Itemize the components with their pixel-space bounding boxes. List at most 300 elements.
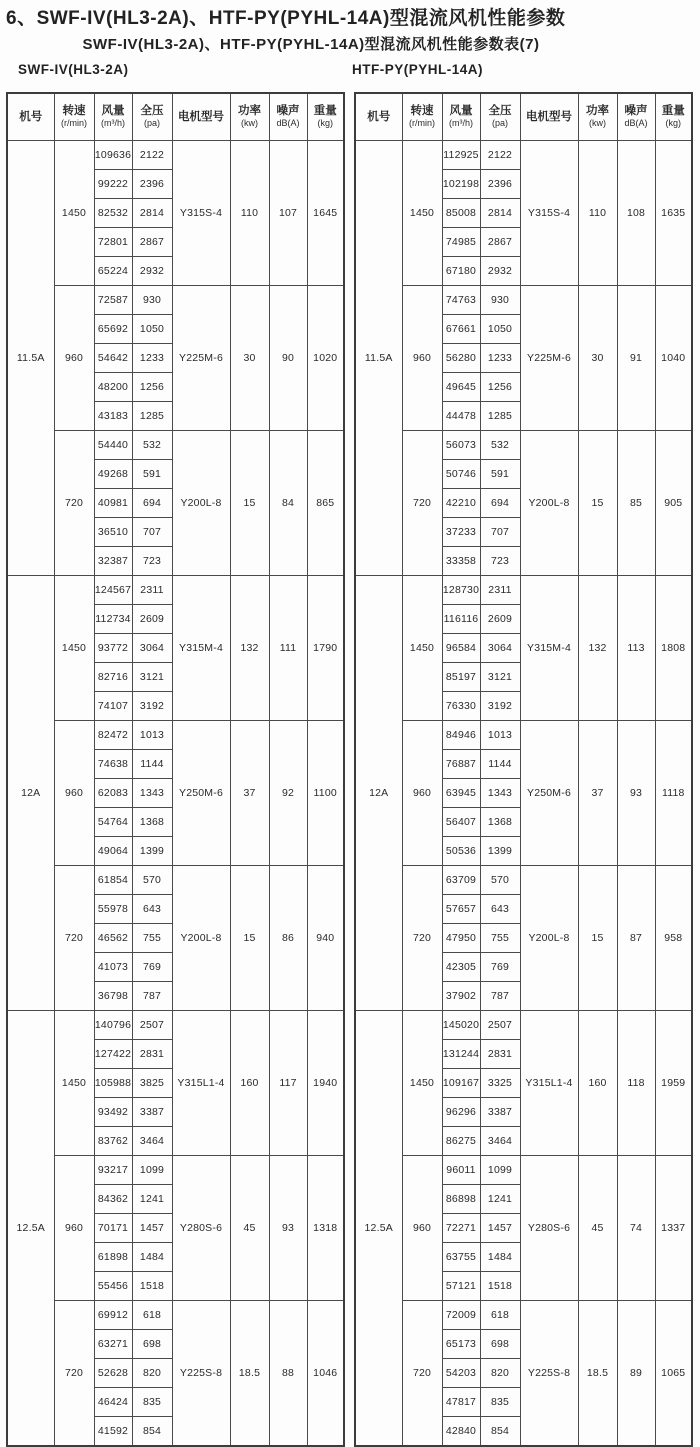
pressure-cell: 2122 [480, 141, 520, 170]
airflow-cell: 85197 [442, 663, 480, 692]
pressure-cell: 2831 [480, 1040, 520, 1069]
airflow-cell: 116116 [442, 605, 480, 634]
airflow-cell: 37902 [442, 982, 480, 1011]
power-cell: 15 [578, 866, 617, 1011]
pressure-cell: 2609 [132, 605, 172, 634]
pressure-cell: 1099 [480, 1156, 520, 1185]
pressure-cell: 3121 [132, 663, 172, 692]
pressure-cell: 930 [480, 286, 520, 315]
airflow-cell: 49645 [442, 373, 480, 402]
column-header-unit: (kw) [241, 118, 258, 128]
column-header-model [355, 93, 402, 141]
weight-cell: 1040 [655, 286, 692, 431]
swf-performance-table [6, 92, 345, 1447]
pressure-cell: 769 [480, 953, 520, 982]
airflow-cell: 131244 [442, 1040, 480, 1069]
airflow-cell: 48200 [94, 373, 132, 402]
weight-cell: 1959 [655, 1011, 692, 1156]
weight-cell: 1118 [655, 721, 692, 866]
column-header-label: 功率 [238, 105, 261, 117]
airflow-cell: 84362 [94, 1185, 132, 1214]
table-row [7, 431, 344, 460]
airflow-cell: 50536 [442, 837, 480, 866]
power-cell: 160 [578, 1011, 617, 1156]
pressure-cell: 2814 [480, 199, 520, 228]
column-header-label: 风量 [449, 105, 473, 117]
airflow-cell: 32387 [94, 547, 132, 576]
pressure-cell: 2122 [132, 141, 172, 170]
pressure-cell: 694 [480, 489, 520, 518]
weight-cell: 940 [307, 866, 344, 1011]
pressure-cell: 1241 [132, 1185, 172, 1214]
power-cell: 110 [230, 141, 269, 286]
motor-model-cell: Y225M-6 [172, 286, 230, 431]
table-row [355, 1301, 692, 1330]
airflow-cell: 65173 [442, 1330, 480, 1359]
speed-cell: 1450 [54, 576, 94, 721]
airflow-cell: 54440 [94, 431, 132, 460]
pressure-cell: 2311 [480, 576, 520, 605]
pressure-cell: 3192 [132, 692, 172, 721]
weight-cell: 905 [655, 431, 692, 576]
speed-cell: 960 [402, 286, 442, 431]
pressure-cell: 1233 [480, 344, 520, 373]
pressure-cell: 820 [132, 1359, 172, 1388]
table-row [355, 1156, 692, 1185]
column-header-unit: (pa) [143, 118, 160, 128]
pressure-cell: 698 [480, 1330, 520, 1359]
pressure-cell: 1457 [132, 1214, 172, 1243]
pressure-cell: 1518 [480, 1272, 520, 1301]
airflow-cell: 67661 [442, 315, 480, 344]
pressure-cell: 2932 [132, 257, 172, 286]
airflow-cell: 54764 [94, 808, 132, 837]
airflow-cell: 63271 [94, 1330, 132, 1359]
column-header-label: 重量 [661, 105, 685, 117]
power-cell: 30 [230, 286, 269, 431]
column-header-label: 电机型号 [178, 110, 224, 123]
airflow-cell: 86275 [442, 1127, 480, 1156]
speed-cell: 1450 [402, 1011, 442, 1156]
airflow-cell: 76330 [442, 692, 480, 721]
pressure-cell: 1484 [132, 1243, 172, 1272]
column-header-noise [617, 93, 655, 141]
column-header-label: 重量 [313, 105, 337, 117]
pressure-cell: 2814 [132, 199, 172, 228]
airflow-cell: 36798 [94, 982, 132, 1011]
airflow-cell: 72587 [94, 286, 132, 315]
table-row [7, 576, 344, 605]
pressure-cell: 1484 [480, 1243, 520, 1272]
pressure-cell: 1285 [132, 402, 172, 431]
column-header-label: 噪声 [276, 105, 300, 117]
airflow-cell: 82472 [94, 721, 132, 750]
noise-cell: 84 [269, 431, 307, 576]
airflow-cell: 83762 [94, 1127, 132, 1156]
airflow-cell: 62083 [94, 779, 132, 808]
pressure-cell: 591 [132, 460, 172, 489]
airflow-cell: 74638 [94, 750, 132, 779]
table-row [355, 286, 692, 315]
column-header-rpm [54, 93, 94, 141]
speed-cell: 960 [402, 721, 442, 866]
pressure-cell: 570 [132, 866, 172, 895]
noise-cell: 85 [617, 431, 655, 576]
column-header-unit: (kg) [665, 118, 681, 128]
airflow-cell: 102198 [442, 170, 480, 199]
weight-cell: 1020 [307, 286, 344, 431]
airflow-cell: 82532 [94, 199, 132, 228]
speed-cell: 720 [54, 1301, 94, 1447]
pressure-cell: 930 [132, 286, 172, 315]
airflow-cell: 99222 [94, 170, 132, 199]
motor-model-cell: Y200L-8 [172, 866, 230, 1011]
speed-cell: 720 [402, 866, 442, 1011]
noise-cell: 113 [617, 576, 655, 721]
column-header-unit: (r/min) [409, 118, 435, 128]
airflow-cell: 93772 [94, 634, 132, 663]
speed-cell: 960 [54, 286, 94, 431]
column-header-unit: dB(A) [276, 118, 300, 128]
noise-cell: 87 [617, 866, 655, 1011]
speed-cell: 1450 [402, 576, 442, 721]
pressure-cell: 1050 [480, 315, 520, 344]
page-subtitle: SWF-IV(HL3-2A)、HTF-PY(PYHL-14A)型混流风机性能参数表(7) [82, 36, 540, 53]
column-header-motor [172, 93, 230, 141]
fan-model-cell: 12A [7, 576, 54, 1011]
column-header-flow [442, 93, 480, 141]
pressure-cell: 1013 [480, 721, 520, 750]
pressure-cell: 835 [132, 1388, 172, 1417]
motor-model-cell: Y280S-6 [172, 1156, 230, 1301]
column-header-rpm [402, 93, 442, 141]
weight-cell: 1046 [307, 1301, 344, 1447]
airflow-cell: 46424 [94, 1388, 132, 1417]
pressure-cell: 1256 [480, 373, 520, 402]
airflow-cell: 65692 [94, 315, 132, 344]
airflow-cell: 37233 [442, 518, 480, 547]
column-header-unit: (r/min) [61, 118, 87, 128]
table-row [7, 286, 344, 315]
airflow-cell: 49268 [94, 460, 132, 489]
pressure-cell: 1368 [132, 808, 172, 837]
weight-cell: 865 [307, 431, 344, 576]
power-cell: 45 [230, 1156, 269, 1301]
power-cell: 37 [230, 721, 269, 866]
speed-cell: 960 [54, 1156, 94, 1301]
pressure-cell: 1343 [132, 779, 172, 808]
pressure-cell: 1518 [132, 1272, 172, 1301]
noise-cell: 111 [269, 576, 307, 721]
weight-cell: 958 [655, 866, 692, 1011]
column-header-weight [307, 93, 344, 141]
column-header-weight [655, 93, 692, 141]
fan-model-cell: 12.5A [355, 1011, 402, 1447]
pressure-cell: 1457 [480, 1214, 520, 1243]
airflow-cell: 82716 [94, 663, 132, 692]
pressure-cell: 2831 [132, 1040, 172, 1069]
weight-cell: 1790 [307, 576, 344, 721]
airflow-cell: 93492 [94, 1098, 132, 1127]
pressure-cell: 835 [480, 1388, 520, 1417]
speed-cell: 720 [54, 866, 94, 1011]
column-header-unit: (m³/h) [449, 118, 473, 128]
power-cell: 37 [578, 721, 617, 866]
noise-cell: 92 [269, 721, 307, 866]
noise-cell: 74 [617, 1156, 655, 1301]
weight-cell: 1635 [655, 141, 692, 286]
airflow-cell: 41592 [94, 1417, 132, 1447]
noise-cell: 86 [269, 866, 307, 1011]
speed-cell: 960 [402, 1156, 442, 1301]
weight-cell: 1645 [307, 141, 344, 286]
pressure-cell: 1241 [480, 1185, 520, 1214]
airflow-cell: 105988 [94, 1069, 132, 1098]
airflow-cell: 69912 [94, 1301, 132, 1330]
pressure-cell: 643 [132, 895, 172, 924]
table-row [355, 576, 692, 605]
power-cell: 132 [578, 576, 617, 721]
motor-model-cell: Y315M-4 [520, 576, 578, 721]
pressure-cell: 1144 [132, 750, 172, 779]
airflow-cell: 74107 [94, 692, 132, 721]
table-row [355, 431, 692, 460]
motor-model-cell: Y315M-4 [172, 576, 230, 721]
airflow-cell: 56280 [442, 344, 480, 373]
pressure-cell: 787 [480, 982, 520, 1011]
pressure-cell: 854 [132, 1417, 172, 1447]
pressure-cell: 2396 [480, 170, 520, 199]
table-row [355, 721, 692, 750]
column-header-unit: dB(A) [624, 118, 648, 128]
htf-performance-table [354, 92, 693, 1447]
pressure-cell: 3064 [480, 634, 520, 663]
pressure-cell: 618 [132, 1301, 172, 1330]
column-header-noise [269, 93, 307, 141]
column-header-label: 机号 [367, 110, 391, 123]
column-header-label: 噪声 [624, 105, 648, 117]
pressure-cell: 1399 [480, 837, 520, 866]
airflow-cell: 63709 [442, 866, 480, 895]
airflow-cell: 76887 [442, 750, 480, 779]
pressure-cell: 3121 [480, 663, 520, 692]
noise-cell: 118 [617, 1011, 655, 1156]
column-header-pressure [132, 93, 172, 141]
noise-cell: 91 [617, 286, 655, 431]
pressure-cell: 1050 [132, 315, 172, 344]
airflow-cell: 74763 [442, 286, 480, 315]
airflow-cell: 72801 [94, 228, 132, 257]
column-header-model [7, 93, 54, 141]
pressure-cell: 1099 [132, 1156, 172, 1185]
airflow-cell: 56407 [442, 808, 480, 837]
airflow-cell: 49064 [94, 837, 132, 866]
pressure-cell: 2311 [132, 576, 172, 605]
tables-row [6, 92, 693, 1447]
noise-cell: 88 [269, 1301, 307, 1447]
table-row [7, 721, 344, 750]
airflow-cell: 85008 [442, 199, 480, 228]
airflow-cell: 63945 [442, 779, 480, 808]
table-row [355, 1011, 692, 1040]
airflow-cell: 36510 [94, 518, 132, 547]
column-header-label: 风量 [101, 105, 125, 117]
pressure-cell: 2507 [132, 1011, 172, 1040]
column-header-power [578, 93, 617, 141]
column-header-label: 功率 [586, 105, 609, 117]
table-row [7, 1156, 344, 1185]
column-header-label: 转速 [62, 105, 86, 117]
motor-model-cell: Y315L1-4 [172, 1011, 230, 1156]
airflow-cell: 96584 [442, 634, 480, 663]
column-header-flow [94, 93, 132, 141]
motor-model-cell: Y200L-8 [172, 431, 230, 576]
pressure-cell: 3464 [132, 1127, 172, 1156]
airflow-cell: 55978 [94, 895, 132, 924]
fan-model-cell: 11.5A [7, 141, 54, 576]
column-header-pressure [480, 93, 520, 141]
airflow-cell: 61898 [94, 1243, 132, 1272]
pressure-cell: 3325 [480, 1069, 520, 1098]
noise-cell: 117 [269, 1011, 307, 1156]
airflow-cell: 47950 [442, 924, 480, 953]
pressure-cell: 2609 [480, 605, 520, 634]
pressure-cell: 723 [132, 547, 172, 576]
motor-model-cell: Y200L-8 [520, 431, 578, 576]
motor-model-cell: Y315L1-4 [520, 1011, 578, 1156]
motor-model-cell: Y250M-6 [520, 721, 578, 866]
column-header-power [230, 93, 269, 141]
pressure-cell: 694 [132, 489, 172, 518]
pressure-cell: 1343 [480, 779, 520, 808]
table-row [7, 866, 344, 895]
pressure-cell: 1233 [132, 344, 172, 373]
column-header-motor [520, 93, 578, 141]
noise-cell: 89 [617, 1301, 655, 1447]
weight-cell: 1318 [307, 1156, 344, 1301]
table-row [355, 866, 692, 895]
pressure-cell: 755 [480, 924, 520, 953]
pressure-cell: 723 [480, 547, 520, 576]
airflow-cell: 70171 [94, 1214, 132, 1243]
pressure-cell: 3064 [132, 634, 172, 663]
airflow-cell: 42210 [442, 489, 480, 518]
power-cell: 110 [578, 141, 617, 286]
speed-cell: 1450 [54, 141, 94, 286]
airflow-cell: 57657 [442, 895, 480, 924]
htf-table-body [355, 141, 692, 1447]
pressure-cell: 643 [480, 895, 520, 924]
swf-header-row [7, 93, 344, 141]
noise-cell: 93 [617, 721, 655, 866]
airflow-cell: 40981 [94, 489, 132, 518]
airflow-cell: 145020 [442, 1011, 480, 1040]
motor-model-cell: Y225S-8 [172, 1301, 230, 1447]
airflow-cell: 127422 [94, 1040, 132, 1069]
airflow-cell: 44478 [442, 402, 480, 431]
column-header-unit: (kw) [589, 118, 606, 128]
speed-cell: 720 [402, 1301, 442, 1447]
airflow-cell: 65224 [94, 257, 132, 286]
power-cell: 15 [230, 866, 269, 1011]
airflow-cell: 43183 [94, 402, 132, 431]
column-header-unit: (pa) [491, 118, 508, 128]
column-header-label: 转速 [410, 105, 434, 117]
power-cell: 18.5 [578, 1301, 617, 1447]
pressure-cell: 591 [480, 460, 520, 489]
motor-model-cell: Y250M-6 [172, 721, 230, 866]
airflow-cell: 72009 [442, 1301, 480, 1330]
pressure-cell: 3387 [480, 1098, 520, 1127]
airflow-cell: 42840 [442, 1417, 480, 1447]
pressure-cell: 769 [132, 953, 172, 982]
pressure-cell: 1144 [480, 750, 520, 779]
htf-table-label: HTF-PY(PYHL-14A) [352, 62, 484, 77]
noise-cell: 108 [617, 141, 655, 286]
airflow-cell: 93217 [94, 1156, 132, 1185]
power-cell: 18.5 [230, 1301, 269, 1447]
airflow-cell: 61854 [94, 866, 132, 895]
airflow-cell: 86898 [442, 1185, 480, 1214]
power-cell: 160 [230, 1011, 269, 1156]
pressure-cell: 532 [480, 431, 520, 460]
airflow-cell: 109636 [94, 141, 132, 170]
pressure-cell: 2867 [132, 228, 172, 257]
airflow-cell: 67180 [442, 257, 480, 286]
column-header-label: 全压 [140, 105, 164, 117]
pressure-cell: 1013 [132, 721, 172, 750]
pressure-cell: 3464 [480, 1127, 520, 1156]
speed-cell: 720 [402, 431, 442, 576]
table-row [355, 141, 692, 170]
power-cell: 45 [578, 1156, 617, 1301]
airflow-cell: 47817 [442, 1388, 480, 1417]
pressure-cell: 755 [132, 924, 172, 953]
pressure-cell: 3387 [132, 1098, 172, 1127]
pressure-cell: 1285 [480, 402, 520, 431]
airflow-cell: 72271 [442, 1214, 480, 1243]
airflow-cell: 56073 [442, 431, 480, 460]
pressure-cell: 1399 [132, 837, 172, 866]
motor-model-cell: Y200L-8 [520, 866, 578, 1011]
swf-table-body [7, 141, 344, 1447]
fan-model-cell: 11.5A [355, 141, 402, 576]
motor-model-cell: Y225S-8 [520, 1301, 578, 1447]
pressure-cell: 2507 [480, 1011, 520, 1040]
weight-cell: 1808 [655, 576, 692, 721]
htf-header-row [355, 93, 692, 141]
speed-cell: 1450 [54, 1011, 94, 1156]
fan-model-cell: 12A [355, 576, 402, 1011]
pressure-cell: 787 [132, 982, 172, 1011]
noise-cell: 90 [269, 286, 307, 431]
airflow-cell: 55456 [94, 1272, 132, 1301]
pressure-cell: 2932 [480, 257, 520, 286]
speed-cell: 960 [54, 721, 94, 866]
airflow-cell: 63755 [442, 1243, 480, 1272]
pressure-cell: 2396 [132, 170, 172, 199]
motor-model-cell: Y225M-6 [520, 286, 578, 431]
pressure-cell: 707 [132, 518, 172, 547]
pressure-cell: 698 [132, 1330, 172, 1359]
airflow-cell: 109167 [442, 1069, 480, 1098]
weight-cell: 1100 [307, 721, 344, 866]
page-title: 6、SWF-IV(HL3-2A)、HTF-PY(PYHL-14A)型混流风机性能参数 [6, 8, 566, 29]
power-cell: 15 [578, 431, 617, 576]
pressure-cell: 1256 [132, 373, 172, 402]
speed-cell: 1450 [402, 141, 442, 286]
swf-table-label: SWF-IV(HL3-2A) [18, 62, 129, 77]
